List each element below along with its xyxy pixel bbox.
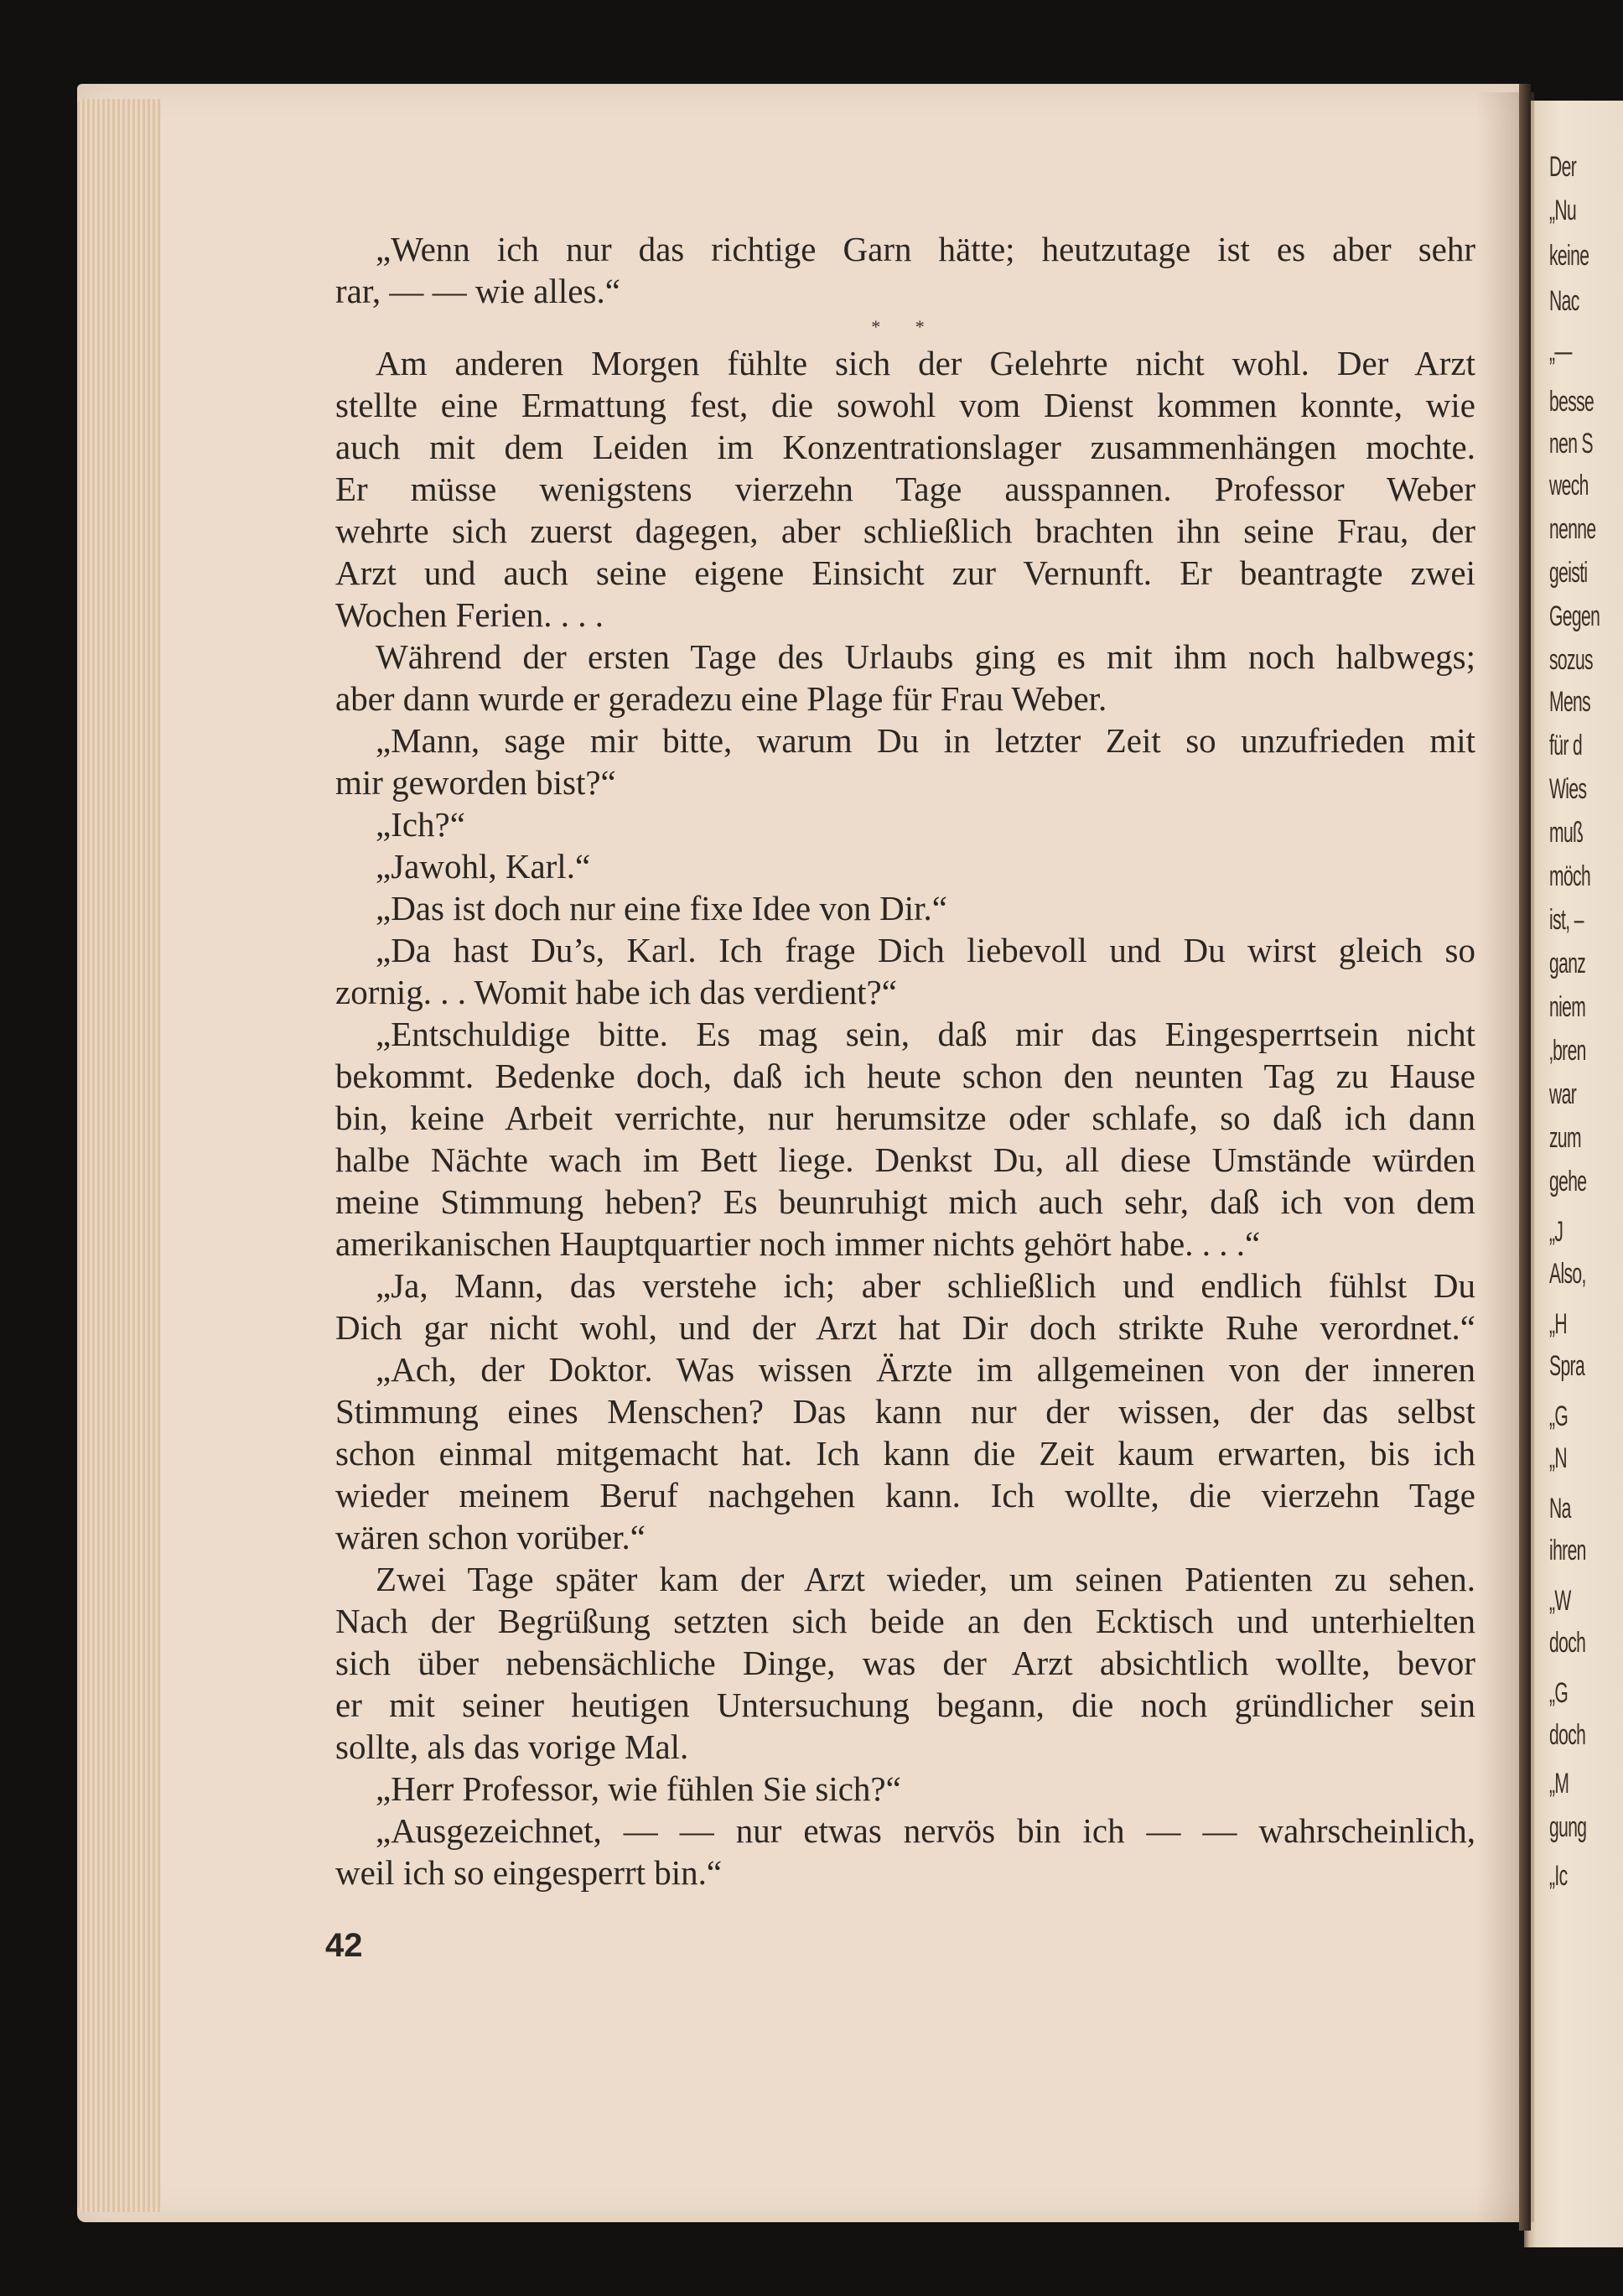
- text-line: Er müsse wenigstens vierzehn Tage ausspannen. Professor Weber: [335, 470, 1475, 508]
- facing-page-fragment: Wies: [1549, 773, 1587, 805]
- text-line: „Da hast Du’s, Karl. Ich frage Dich liebevoll und Du wirst gleich so: [376, 931, 1475, 969]
- facing-page-fragment: gehe: [1549, 1166, 1587, 1197]
- text-line: Am anderen Morgen fühlte sich der Gelehrte nicht wohl. Der Arzt: [376, 344, 1475, 382]
- facing-page-fragment: möch: [1549, 860, 1591, 892]
- facing-page-fragment: gung: [1549, 1811, 1587, 1843]
- facing-page-fragment: ‚bren: [1549, 1035, 1586, 1067]
- text-line: bekommt. Bedenke doch, daß ich heute schon den neunten Tag zu Hause: [335, 1057, 1475, 1095]
- text-line: aber dann wurde er geradezu eine Plage für Frau Weber.: [335, 679, 1107, 718]
- text-line: amerikanischen Hauptquartier noch immer nichts gehört habe. . . .“: [335, 1224, 1261, 1263]
- facing-page-fragment: Also,: [1549, 1258, 1586, 1290]
- text-line: „Jawohl, Karl.“: [376, 847, 591, 886]
- facing-page-fragment: wech: [1549, 470, 1589, 501]
- text-line: „Entschuldige bitte. Es mag sein, daß mir das Eingesperrtsein nicht: [376, 1015, 1475, 1053]
- text-line: „Ausgezeichnet, — — nur etwas nervös bin ich — — wahrscheinlich,: [376, 1811, 1475, 1850]
- facing-page-fragment: ist, –: [1549, 904, 1584, 936]
- page-stack-edge: [77, 99, 161, 2212]
- text-line: stellte eine Ermattung fest, die sowohl vom Dienst kommen konnte, wie: [335, 386, 1475, 424]
- text-line: Zwei Tage später kam der Arzt wieder, um seinen Patienten zu sehen.: [376, 1560, 1475, 1598]
- text-line: zornig. . . Womit habe ich das verdient?“: [335, 973, 897, 1011]
- text-line: „Ach, der Doktor. Was wissen Ärzte im allgemeinen von der inneren: [376, 1350, 1475, 1389]
- text-line: Stimmung eines Menschen? Das kann nur der wissen, der das selbst: [335, 1392, 1475, 1431]
- text-line: Nach der Begrüßung setzten sich beide an den Ecktisch und unterhielten: [335, 1602, 1475, 1640]
- page-number: 42: [325, 1927, 363, 1964]
- text-line: sich über nebensächliche Dinge, was der Arzt absichtlich wollte, bevor: [335, 1644, 1475, 1682]
- text-line: wehrte sich zuerst dagegen, aber schließlich brachten ihn seine Frau, der: [335, 512, 1475, 550]
- facing-page-fragment: nen S: [1549, 428, 1593, 460]
- text-line: sollte, als das vorige Mal.: [335, 1727, 689, 1766]
- facing-page-fragment: nenne: [1549, 513, 1596, 545]
- facing-page-fragment: ihren: [1549, 1535, 1586, 1566]
- page-body-text: [335, 228, 1475, 1893]
- text-line: Während der ersten Tage des Urlaubs ging es mit ihm noch halbwegs;: [376, 637, 1475, 676]
- facing-page-fragment: „J: [1549, 1216, 1563, 1248]
- text-line: meine Stimmung heben? Es beunruhigt mich auch sehr, daß ich von dem: [335, 1182, 1475, 1221]
- facing-page-fragment: doch: [1549, 1719, 1586, 1751]
- text-line: halbe Nächte wach im Bett liege. Denkst Du, all diese Umstände würden: [335, 1140, 1475, 1179]
- text-line: rar, — — wie alles.“: [335, 272, 620, 310]
- facing-page-fragment: Nac: [1549, 285, 1579, 317]
- facing-page-fragment: „W: [1549, 1585, 1571, 1617]
- facing-page-fragment: „—: [1549, 335, 1572, 367]
- facing-page-fragment: Der: [1549, 151, 1577, 183]
- facing-page-fragment: „N: [1549, 1442, 1568, 1474]
- facing-page-fragment: geisti: [1549, 557, 1588, 589]
- facing-page-fragment: Spra: [1549, 1350, 1585, 1382]
- text-line: weil ich so eingesperrt bin.“: [335, 1853, 723, 1892]
- facing-page-fragment: für d: [1549, 730, 1583, 761]
- facing-page-fragment: doch: [1549, 1627, 1586, 1659]
- facing-page-fragment: niem: [1549, 991, 1586, 1023]
- facing-page-fragment: Mens: [1549, 686, 1591, 718]
- text-line: Arzt und auch seine eigene Einsicht zur Vernunft. Er beantragte zwei: [335, 553, 1475, 592]
- facing-page: [1524, 101, 1623, 2247]
- text-line: „Herr Professor, wie fühlen Sie sich?“: [376, 1769, 901, 1808]
- text-line: Dich gar nicht wohl, und der Arzt hat Dir doch strikte Ruhe verordnet.“: [335, 1308, 1475, 1347]
- book-spine: [1519, 84, 1531, 2231]
- text-line: auch mit dem Leiden im Konzentrationslager zusammenhängen mochte.: [335, 428, 1475, 466]
- section-divider-stars: * *: [871, 316, 940, 337]
- facing-page-fragment: war: [1549, 1078, 1577, 1110]
- text-line: „Ja, Mann, das verstehe ich; aber schließlich und endlich fühlst Du: [376, 1266, 1475, 1305]
- text-line: mir geworden bist?“: [335, 763, 616, 802]
- facing-page-fragment: zum: [1549, 1122, 1581, 1154]
- text-line: „Mann, sage mir bitte, warum Du in letzter Zeit so unzufrieden mit: [376, 721, 1475, 760]
- facing-page-fragment: „Ic: [1549, 1860, 1568, 1892]
- facing-page-fragment: „G: [1549, 1400, 1569, 1432]
- facing-page-fragment: besse: [1549, 386, 1594, 418]
- facing-page-fragment: sozus: [1549, 644, 1593, 676]
- text-line: „Das ist doch nur eine fixe Idee von Dir.“: [376, 889, 947, 927]
- facing-page-fragment: „Nu: [1549, 195, 1577, 226]
- facing-page-fragment: „G: [1549, 1677, 1569, 1709]
- text-line: schon einmal mitgemacht hat. Ich kann die Zeit kaum erwarten, bis ich: [335, 1434, 1475, 1473]
- text-line: wären schon vorüber.“: [335, 1518, 646, 1556]
- facing-page-fragment: Gegen: [1549, 600, 1600, 632]
- text-line: „Wenn ich nur das richtige Garn hätte; heutzutage ist es aber sehr: [376, 230, 1475, 268]
- facing-page-fragment: keine: [1549, 240, 1589, 272]
- text-line: bin, keine Arbeit verrichte, nur herumsitze oder schlafe, so daß ich dann: [335, 1099, 1475, 1137]
- facing-page-fragment: „M: [1549, 1768, 1569, 1800]
- text-line: wieder meinem Beruf nachgehen kann. Ich wollte, die vierzehn Tage: [335, 1476, 1475, 1514]
- text-line: er mit seiner heutigen Untersuchung begann, die noch gründlicher sein: [335, 1686, 1475, 1724]
- facing-page-fragment: muß: [1549, 817, 1584, 849]
- facing-page-fragment: Na: [1549, 1493, 1571, 1525]
- text-line: „Ich?“: [376, 805, 465, 844]
- facing-page-fragment: „H: [1549, 1308, 1568, 1340]
- facing-page-fragment: ganz: [1549, 948, 1586, 979]
- text-line: Wochen Ferien. . . .: [335, 595, 604, 634]
